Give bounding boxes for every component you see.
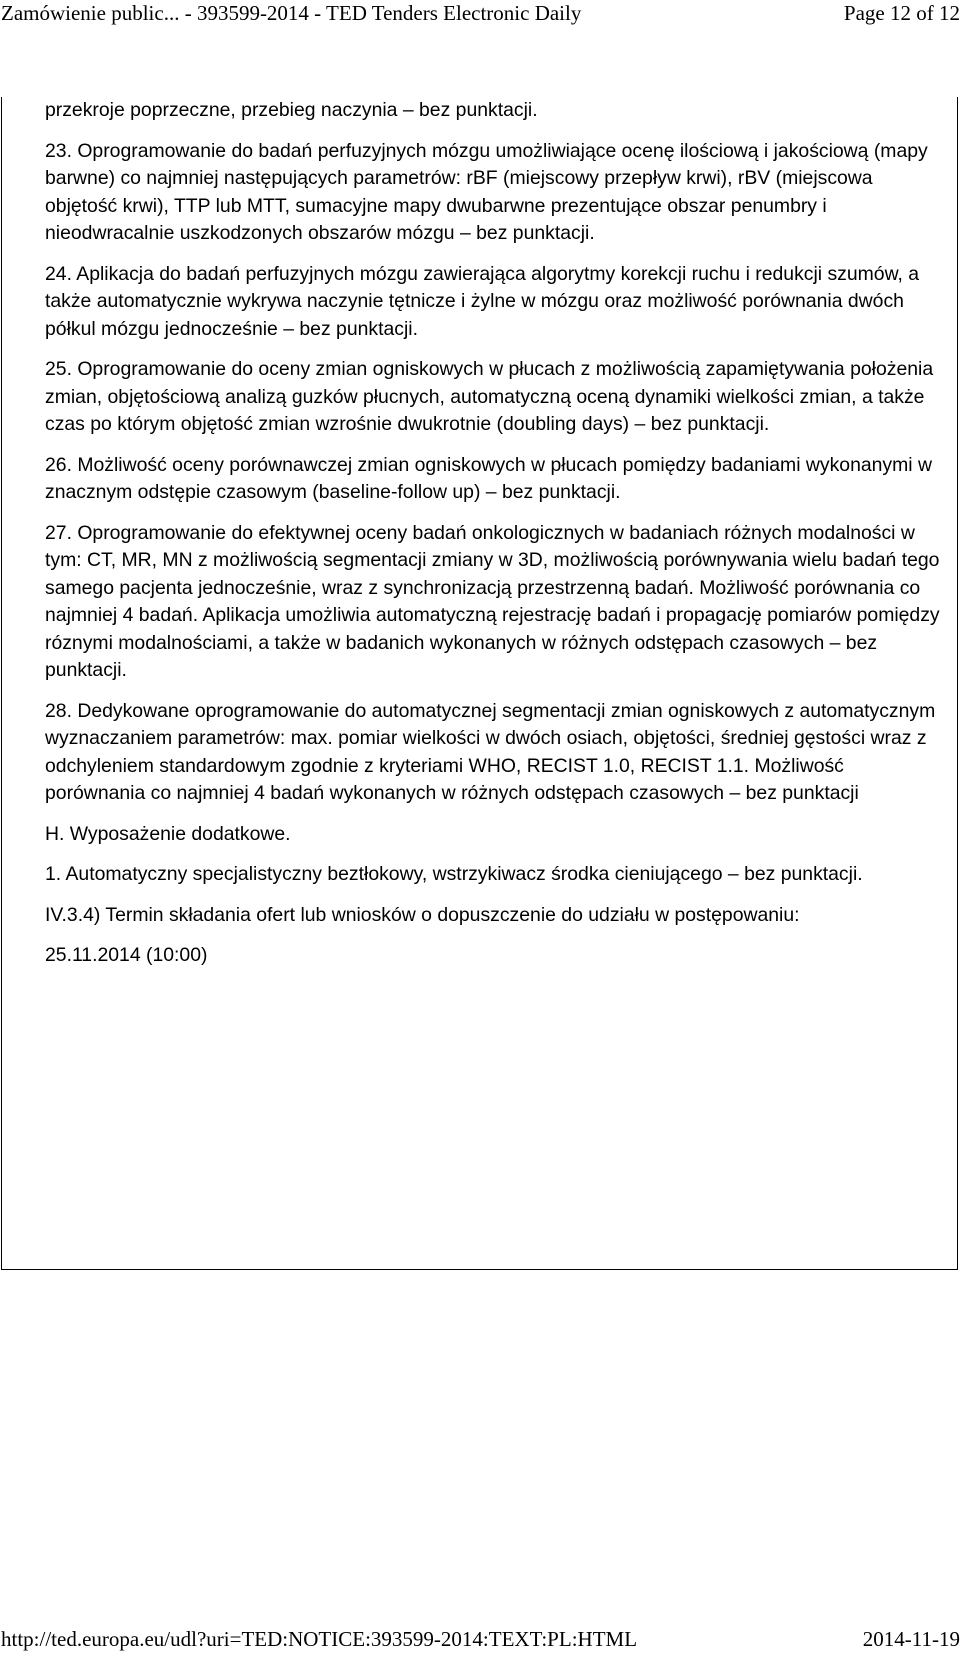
page-title: Zamówienie public... - 393599-2014 - TED Tenders Electronic Daily — [1, 1, 582, 25]
paragraph-item-27: 27. Oprogramowanie do efektywnej oceny badań onkologicznych w badaniach różnych modalności w tym: CT, MR, MN z możliwością segmentacji zmiany w 3D, możliwością porównywania wielu badań tego samego pacjenta jednocześnie, wraz z synchronizacją przestrzenną badań. Możliwość porównania co najmniej 4 badań. Aplikacja umożliwia automatyczną rejestrację badań i propagację pomiarów pomiędzy róznymi modalnościami, a także w badanich wykonanych w różnych odstępach czasowych – bez punktacji. — [45, 521, 940, 681]
paragraph-continuation: przekroje poprzeczne, przebieg naczynia – bez punktacji. — [45, 99, 538, 121]
paragraph-item-28: 28. Dedykowane oprogramowanie do automatycznej segmentacji zmian ogniskowych z automatycznym wyznaczaniem parametrów: max. pomiar wielkości w dwóch osiach, objętości, średniej gęstości wraz z odchyleniem standardowym zgodnie z kryteriami WHO, RECIST 1.0, RECIST 1.1. Możliwość porównania co najmniej 4 badań wykonanych w różnych odstępach czasowych – bez punktacji — [45, 699, 936, 804]
footer-url: http://ted.europa.eu/udl?uri=TED:NOTICE:393599-2014:TEXT:PL:HTML — [1, 1627, 638, 1651]
paragraph-item-25: 25. Oprogramowanie do oceny zmian ogniskowych w płucach z możliwością zapamiętywania położenia zmian, objętościową analizą guzków płucnych, automatyczną oceną dynamiki wielkości zmian, a także czas po którym objętość zmian wzrośnie dwukrotnie (doubling days) – bez punktacji. — [45, 358, 934, 435]
paragraph-item-1: 1. Automatyczny specjalistyczny beztłokowy, wstrzykiwacz środka cieniującego – bez punktacji. — [45, 863, 863, 885]
section-heading-iv-3-4: IV.3.4) Termin składania ofert lub wniosków o dopuszczenie do udziału w postępowaniu: — [45, 903, 800, 926]
paragraph-item-23: 23. Oprogramowanie do badań perfuzyjnych mózgu umożliwiające ocenę ilościową i jakościową (mapy barwne) co najmniej następujących parametrów: rBF (miejscowy przepływ krwi), rBV (miejscowa objętość krwi), TTP lub MTT, sumacyjne mapy dwubarwne prezentujące obszar penumbry i nieodwracalnie uszkodzonych obszarów mózgu – bez punktacji. — [45, 139, 928, 244]
page-header — [0, 0, 960, 32]
footer-date: 2014-11-19 — [862, 1627, 960, 1651]
document-body — [45, 97, 945, 983]
page-footer — [0, 1626, 960, 1654]
page-number: Page 12 of 12 — [843, 1, 960, 25]
section-heading-h: H. Wyposażenie dodatkowe. — [45, 822, 291, 845]
paragraph-item-26: 26. Możliwość oceny porównawczej zmian ogniskowych w płucach pomiędzy badaniami wykonanymi w znacznym odstępie czasowym (baseline-follow up) – bez punktacji. — [45, 453, 932, 503]
deadline-date: 25.11.2014 (10:00) — [45, 944, 208, 966]
paragraph-item-24: 24. Aplikacja do badań perfuzyjnych mózgu zawierająca algorytmy korekcji ruchu i redukcji szumów, a także automatycznie wykrywa naczynie tętnicze i żylne w mózgu oraz możliwość porównania dwóch półkul mózgu jednocześnie – bez punktacji. — [45, 262, 920, 340]
